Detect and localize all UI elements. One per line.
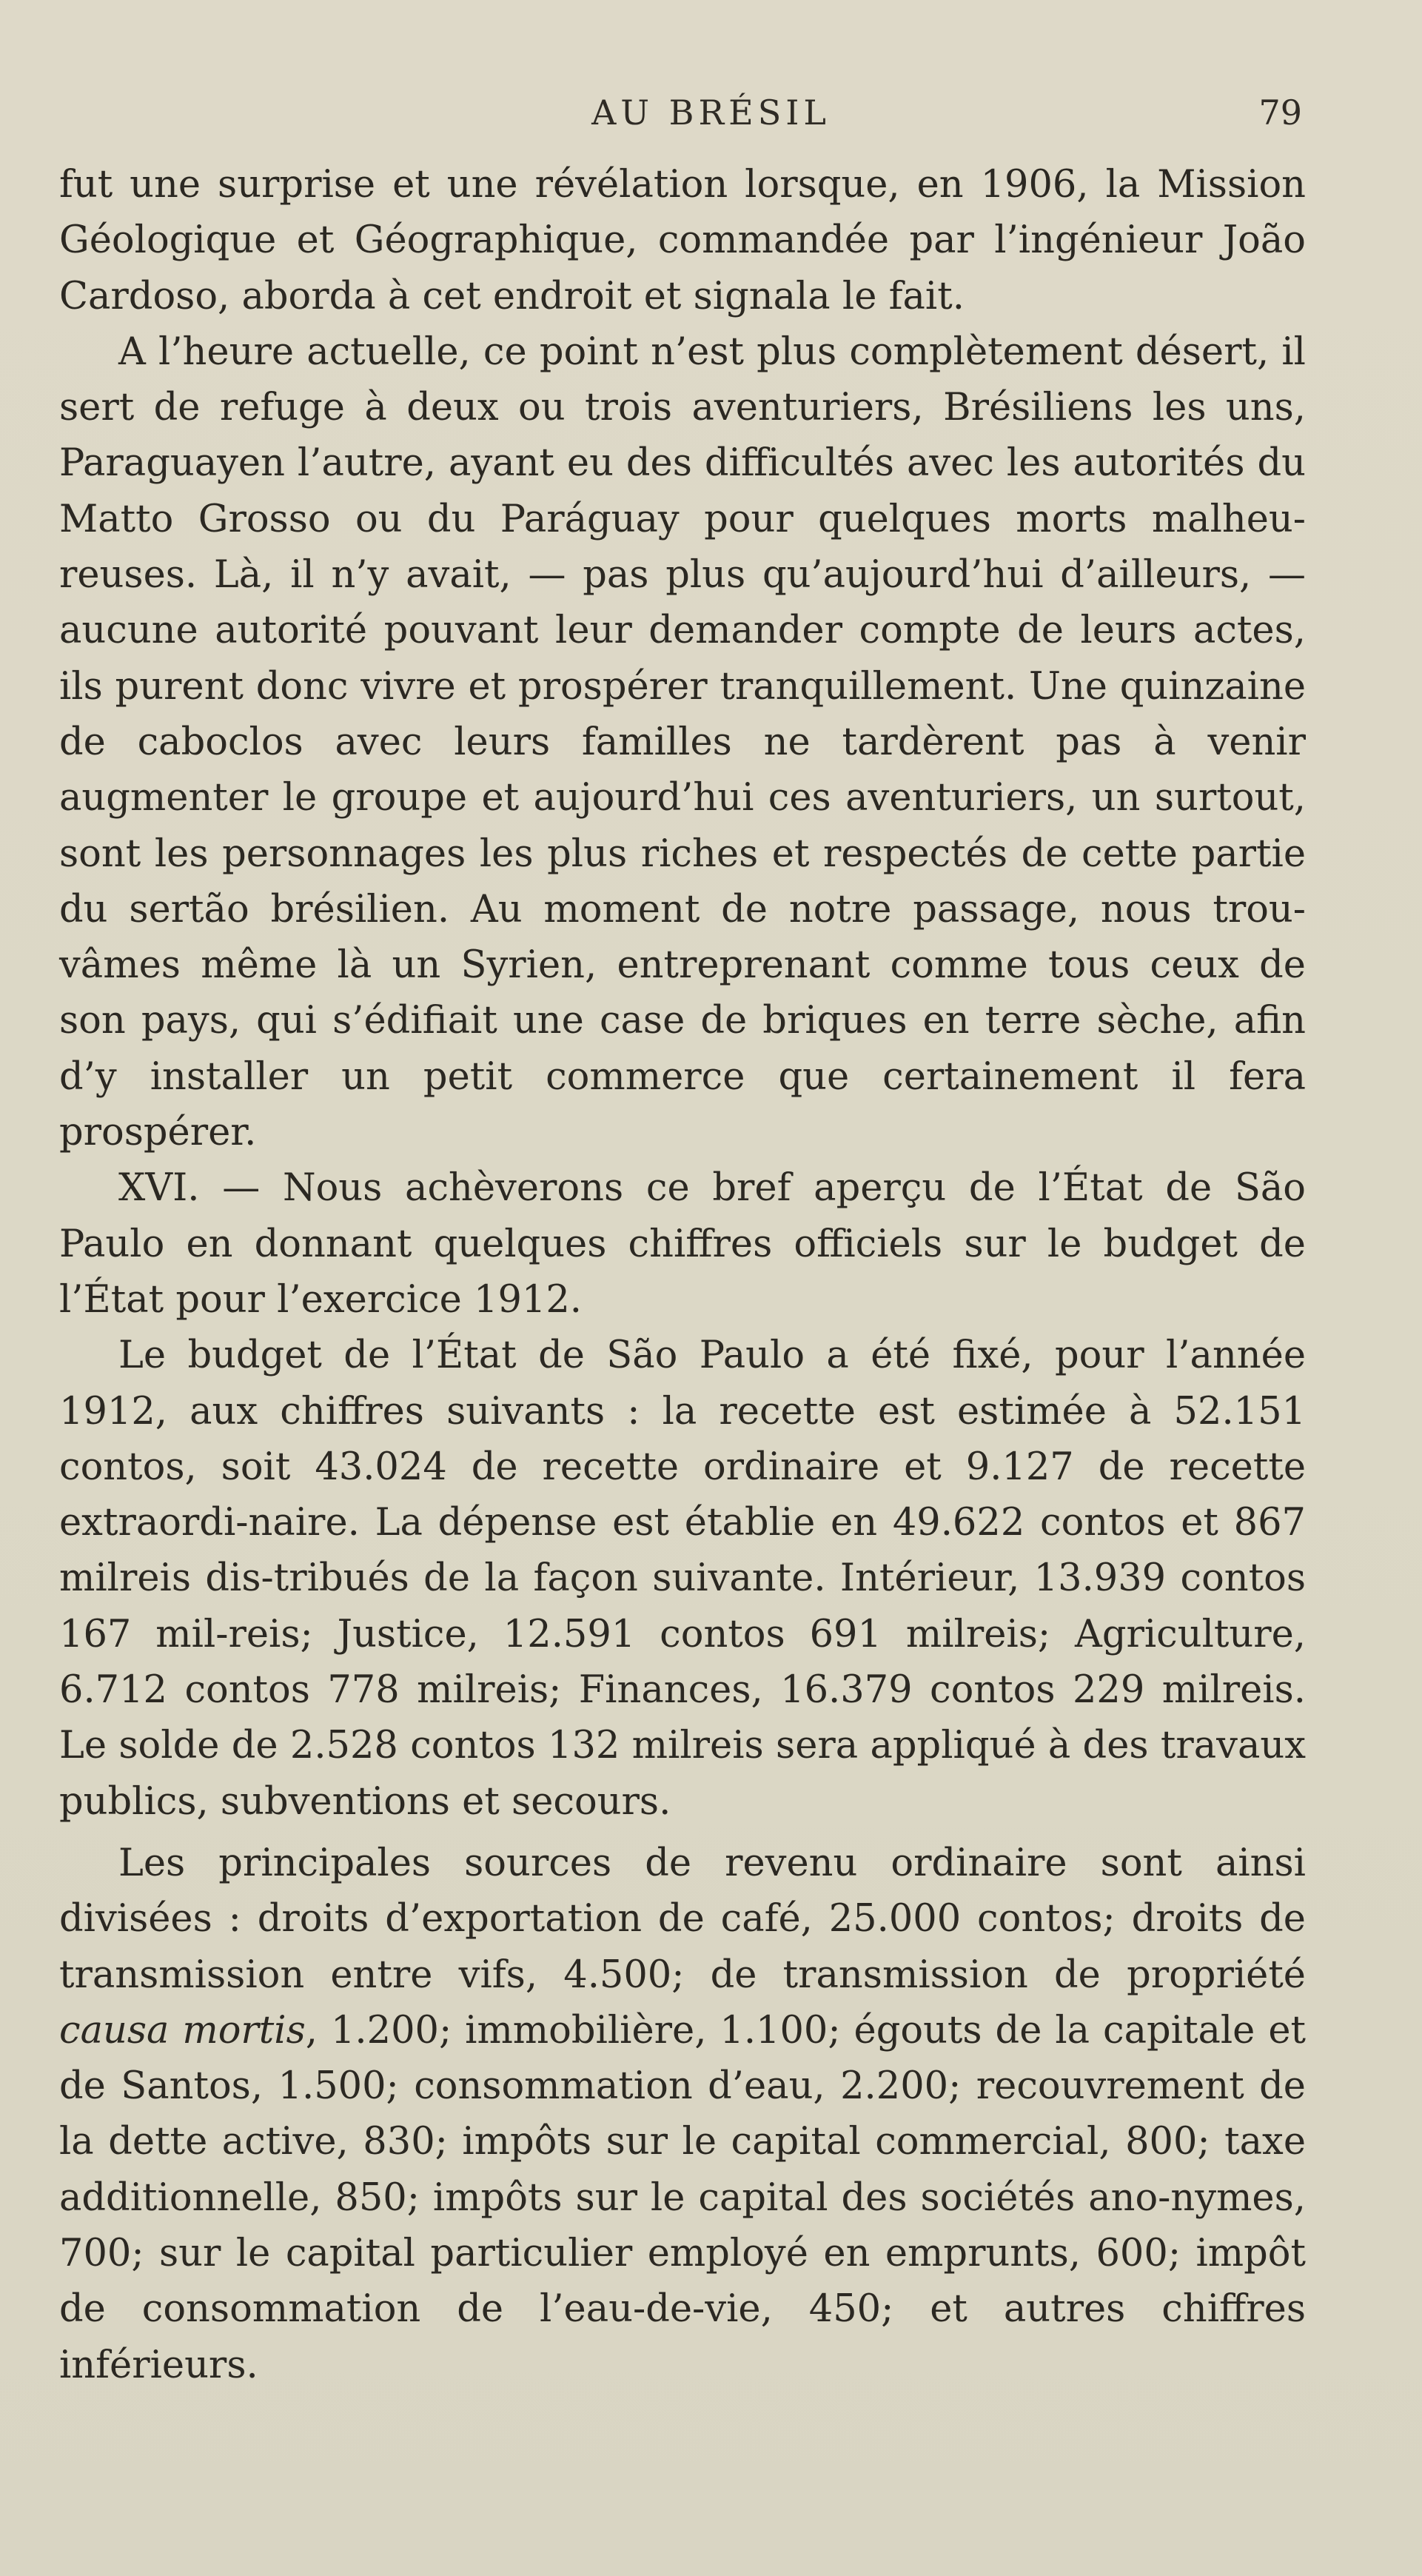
paragraph-current-state: A l’heure actuelle, ce point n’est plus complètement désert, il sert de refuge à deux ou trois aventuriers, Brésiliens les uns, Paraguayen l’autre, ayant eu des difficultés avec les autorités du Matto Grosso ou du Paráguay pour quelques morts malheu-reuses. Là, il n’y avait, — pas plus qu’aujourd’hui d’ailleurs, — aucune autorité pouvant leur demander compte de leurs actes, ils purent donc vivre et prospérer tranquillement. Une quinzaine de caboclos avec leurs familles ne tardèrent pas à venir augmenter le groupe et aujourd’hui ces aventuriers, un surtout, sont les personnages les plus riches et respectés de cette partie du sertão brésilien. Au moment de notre passage, nous trou-vâmes même là un Syrien, entreprenant comme tous ceux de son pays, qui s’édifiait une case de briques en terre sèche, afin d’y installer un petit commerce que certainement il fera prospérer. <box>59 329 1306 1155</box>
running-head-title: AU BRÉSIL <box>591 93 831 133</box>
paragraph-budget: Le budget de l’État de São Paulo a été fixé, pour l’année 1912, aux chiffres suivants : la recette est estimée à 52.151 contos, soit 43.024 de recette ordinaire et 9.127 de recette extraordi-naire. La dépense est établie en 49.622 contos et 867 milreis dis-tribués de la façon suivante. Intérieur, 13.939 contos 167 mil-reis; Justice, 12.591 contos 691 milreis; Agriculture, 6.712 contos 778 milreis; Finances, 16.379 contos 229 milreis. Le solde de 2.528 contos 132 milreis sera appliqué à des travaux publics, subventions et secours. <box>59 1334 1306 1824</box>
page-number: 79 <box>1258 93 1302 133</box>
paragraph-revenue-sources <box>59 1836 1306 2393</box>
body-text <box>59 157 1306 2393</box>
revenue-text-start: Les principales sources de revenu ordinaire sont ainsi divisées : droits d’exportation de café, 25.000 contos; droits de transmission entre vifs, 4.500; de transmission de propriété <box>59 1841 1306 1997</box>
revenue-text-end: , 1.200; immobilière, 1.100; égouts de la capitale et de Santos, 1.500; consommation d’eau, 2.200; recouvrement de la dette active, 830; impôts sur le capital commercial, 800; taxe additionnelle, 850; impôts sur le capital des sociétés ano-nymes, 700; sur le capital particulier employé en emprunts, 600; impôt de consommation de l’eau-de-vie, 450; et autres chiffres inférieurs. <box>59 2008 1306 2387</box>
paragraph-continuation: fut une surprise et une révélation lorsque, en 1906, la Mission Géologique et Géographique, commandée par l’ingénieur João Cardoso, aborda à cet endroit et signala le fait. <box>59 163 1306 318</box>
running-head <box>0 83 1422 142</box>
revenue-italic-term: causa mortis <box>59 2008 306 2053</box>
paragraph-section-xvi: XVI. — Nous achèverons ce bref aperçu de l’État de São Paulo en donnant quelques chiffres officiels sur le budget de l’État pour l’exercice 1912. <box>59 1166 1306 1322</box>
